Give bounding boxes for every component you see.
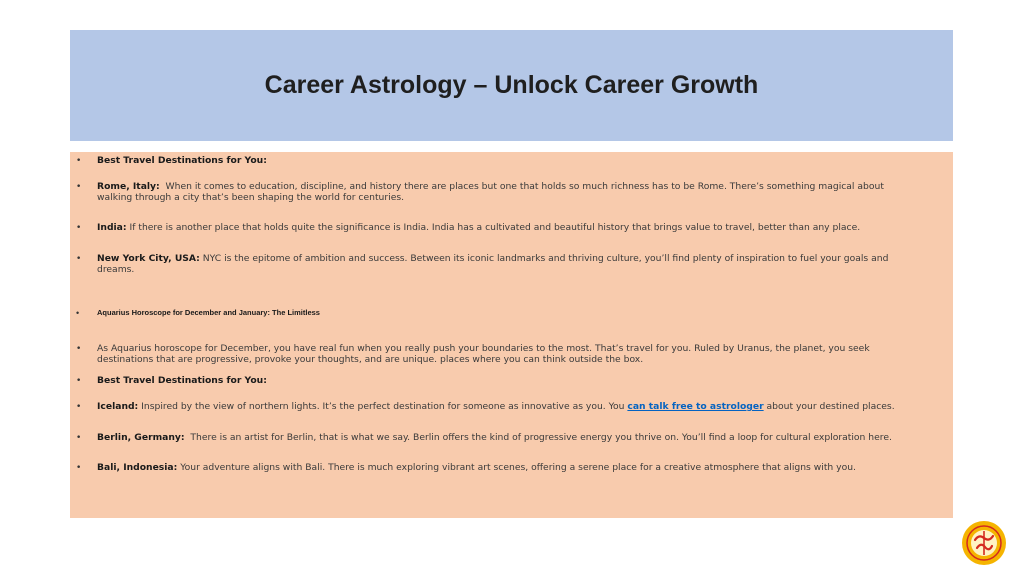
item-body: When it comes to education, discipline, and history there are places but one that holds so much richness has to be Rome. There’s something magical about walking through a city that’s been shaping the world for centuries. bbox=[97, 181, 884, 203]
item-body-after: about your destined places. bbox=[766, 401, 895, 412]
astrology-logo-icon bbox=[961, 520, 1007, 566]
item-body: If there is another place that holds quite the significance is India. India has a cultivated and beautiful history that brings value to travel, better than any place. bbox=[129, 222, 861, 233]
bullet: • bbox=[76, 156, 82, 166]
item-body: As Aquarius horoscope for December, you have real fun when you really push your boundaries to the most. That’s travel for you. Ruled by Uranus, the planet, you seek destinations that are progressive, provoke your thoughts, and are unique. places where you can think outside the box. bbox=[97, 343, 870, 365]
astrologer-link[interactable]: can talk free to astrologer bbox=[627, 401, 764, 412]
content-panel bbox=[70, 152, 953, 518]
bullet: • bbox=[76, 463, 82, 473]
item-heading: Iceland: bbox=[97, 401, 139, 412]
item-body: Inspired by the view of northern lights. It’s the perfect destination for someone as innovative as you. You bbox=[141, 401, 625, 412]
item-heading: New York City, USA: bbox=[97, 253, 200, 264]
item-heading: Best Travel Destinations for You: bbox=[97, 375, 267, 386]
item-heading: Berlin, Germany: bbox=[97, 432, 185, 443]
item-heading: Best Travel Destinations for You: bbox=[97, 155, 267, 166]
bullet: • bbox=[76, 344, 82, 354]
title-banner bbox=[70, 30, 953, 141]
page-title: Career Astrology – Unlock Career Growth bbox=[264, 71, 759, 99]
bullet: • bbox=[76, 223, 82, 233]
item-heading: Aquarius Horoscope for December and January: The Limitless bbox=[97, 308, 320, 317]
bullet: • bbox=[76, 376, 82, 386]
item-body: NYC is the epitome of ambition and success. Between its iconic landmarks and thriving culture, you’ll find plenty of inspiration to fuel your goals and dreams. bbox=[97, 253, 889, 275]
bullet: • bbox=[76, 308, 80, 318]
item-heading: Rome, Italy: bbox=[97, 181, 160, 192]
item-heading: Bali, Indonesia: bbox=[97, 462, 178, 473]
item-heading: India: bbox=[97, 222, 127, 233]
bullet: • bbox=[76, 254, 82, 264]
bullet: • bbox=[76, 402, 82, 412]
bullet: • bbox=[76, 182, 82, 192]
item-body: There is an artist for Berlin, that is what we say. Berlin offers the kind of progressive energy you thrive on. You’ll find a loop for cultural exploration here. bbox=[190, 432, 892, 443]
item-body: Your adventure aligns with Bali. There is much exploring vibrant art scenes, offering a serene place for a creative atmosphere that aligns with you. bbox=[180, 462, 856, 473]
bullet: • bbox=[76, 433, 82, 443]
